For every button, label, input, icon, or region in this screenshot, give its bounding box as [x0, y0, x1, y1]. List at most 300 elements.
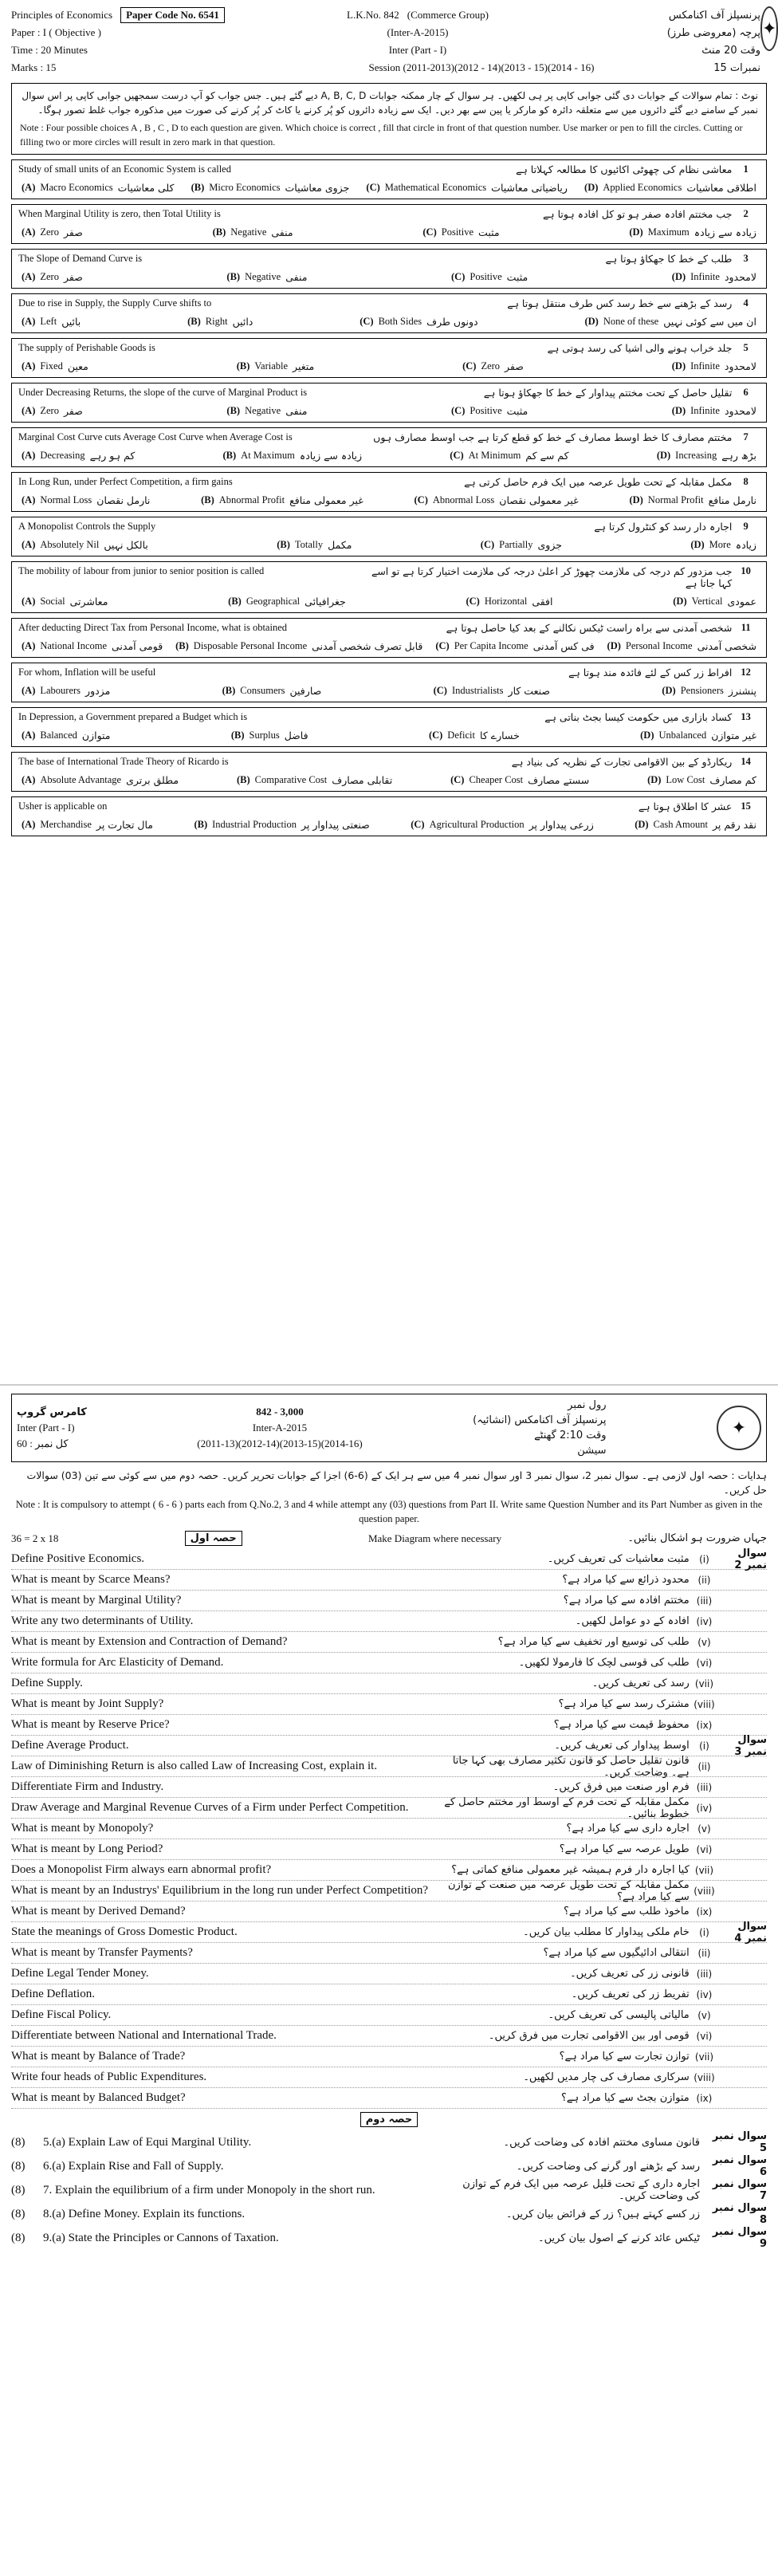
option-text-ur: شخصی آمدنی [697, 640, 756, 652]
option-item[interactable] [223, 269, 310, 285]
option-letter: (C) [451, 271, 466, 282]
question-number: 15 [741, 800, 751, 812]
option-item[interactable] [407, 817, 597, 832]
mcq-question [11, 561, 767, 613]
option-letter: (A) [22, 494, 36, 505]
part-number: (vii) [694, 1864, 714, 1876]
option-text-ur: زیادہ [735, 539, 756, 551]
option-item[interactable] [419, 225, 502, 240]
option-text-ur: نارمل منافع [708, 494, 756, 506]
short-question-row [11, 2047, 767, 2067]
option-item[interactable] [446, 448, 572, 463]
options-row [18, 817, 760, 832]
option-letter: (C) [411, 819, 425, 830]
option-letter: (D) [662, 685, 676, 696]
mcq-question [11, 249, 767, 289]
short-question-en: Define Fiscal Policy. [11, 2008, 112, 2021]
short-question-ur: توازن تجارت سے کیا مراد ہے؟ [559, 2051, 690, 2063]
options-row [18, 594, 760, 609]
option-item[interactable] [687, 537, 760, 553]
question-number: سوال نمبر 8 [712, 2202, 767, 2226]
long-question-marks: (8) [11, 2207, 26, 2220]
option-text-en: Positive [441, 226, 474, 238]
option-letter: (D) [584, 316, 599, 327]
long-question-marks: (8) [11, 2183, 26, 2196]
diagram-note: Make Diagram where necessary [367, 1532, 502, 1544]
option-item[interactable] [430, 683, 553, 698]
option-text-en: Merchandise [40, 819, 92, 830]
option-letter: (B) [236, 774, 250, 785]
short-question-row [11, 2067, 767, 2088]
short-question-row [11, 2026, 767, 2047]
short-question-ur: مشترک رسد سے کیا مراد ہے؟ [558, 1698, 690, 1710]
option-item[interactable] [670, 594, 760, 609]
option-item[interactable] [18, 403, 86, 419]
question-text-ur: تقلیل حاصل کے تحت مختتم پیداوار کے خط کا جھکاؤ ہوتا ہے [483, 387, 733, 399]
option-item[interactable] [448, 269, 531, 285]
part-number: (iii) [696, 1968, 713, 1980]
option-item[interactable] [631, 817, 760, 832]
question-text-en: The mobility of labour from junior to senior position is called [18, 565, 265, 576]
option-text-en: Infinite [690, 360, 720, 372]
option-text-en: Positive [470, 405, 502, 416]
options-row [18, 448, 760, 463]
option-text-en: Deficit [447, 730, 476, 741]
short-question-en: Define Supply. [11, 1677, 83, 1689]
option-item[interactable] [225, 594, 349, 609]
mcq-question [11, 159, 767, 199]
options-row [18, 728, 760, 743]
short-question-row [11, 1756, 767, 1777]
inter-part: Inter (Part - I) [17, 1421, 75, 1434]
ur-marks: نمبرات 15 [713, 61, 760, 74]
option-text-en: Personal Income [625, 640, 693, 651]
option-text-en: Geographical [246, 596, 301, 607]
option-item[interactable] [18, 314, 84, 329]
option-text-ur: مثبت [506, 271, 528, 283]
short-question-en: Define Positive Economics. [11, 1552, 145, 1565]
option-item[interactable] [172, 639, 426, 654]
option-letter: (A) [22, 730, 36, 741]
option-item[interactable] [18, 728, 114, 743]
options-row [18, 403, 760, 419]
diagram-note-ur: جہاں ضرورت ہو اشکال بنائیں۔ [627, 1532, 767, 1544]
option-letter: (D) [656, 450, 671, 461]
option-text-ur: کلی معاشیات [117, 182, 175, 194]
short-question-ur: طلب کی قوسی لچک کا فارمولا لکھیں۔ [518, 1657, 690, 1669]
question-number: 13 [741, 711, 751, 722]
question-text-en: Study of small units of an Economic System is called [18, 163, 231, 175]
option-text-ur: دونوں طرف [426, 316, 478, 328]
mcq-question [11, 427, 767, 467]
question-text-ur: جلد خراب ہونے والی اشیا کی رسد ہوتی ہے [547, 342, 733, 354]
option-letter: (D) [635, 819, 649, 830]
option-text-ur: مال تجارت پر [96, 819, 153, 831]
option-text-ur: لامحدود [724, 271, 756, 283]
question-text-en: After deducting Direct Tax from Personal Income, what is obtained [18, 622, 287, 633]
note-urdu: نوٹ : تمام سوالات کے جوابات دی گئی جوابی کاپی پر ہی لکھیں۔ ہر سوال کے چار ممکنہ جوابات A, B, C, D دیے گئے ہیں۔ جس جواب کو آپ درست سمجھیں جوابی کاپی پر اس سوال نمبر کے سامنے دیے گئے دائروں میں سے متعلقہ دائرہ کو مارکر یا پین سے بھر دیں۔ ایک سے زیادہ دائروں کو پُر کرنے یا کاٹ کر پُر کرنے کی صورت میں مذکورہ جواب غلط تصور ہوگا۔ [22, 90, 758, 116]
short-question-ur: مکمل مقابلہ کے تحت طویل عرصہ میں صنعت کے توازن سے کیا مراد ہے؟ [447, 1878, 690, 1903]
question-text-ur: ریکارڈو کے بین الاقوامی تجارت کے نظریہ کی بنیاد ہے [511, 756, 733, 768]
option-text-ur: اطلاقی معاشیات [686, 182, 756, 194]
short-question-row [11, 1673, 767, 1694]
option-letter: (C) [466, 596, 480, 607]
short-question-ur: انتقالی ادائیگیوں سے کیا مراد ہے؟ [543, 1947, 690, 1959]
option-letter: (D) [629, 494, 643, 505]
option-item[interactable] [18, 683, 113, 698]
question-number: 12 [741, 667, 751, 678]
option-item[interactable] [184, 314, 256, 329]
option-item[interactable] [18, 773, 182, 788]
subjective-instructions [11, 1469, 767, 1526]
short-question-ur: مختتم افادہ سے کیا مراد ہے؟ [563, 1595, 690, 1607]
option-item[interactable] [18, 594, 111, 609]
question-number: سوال نمبر 2 [734, 1547, 767, 1571]
option-text-en: Social [40, 596, 65, 607]
option-letter: (D) [690, 539, 705, 550]
part-number: (ix) [696, 2092, 713, 2104]
short-question-row [11, 1964, 767, 1984]
long-question-row [11, 2130, 767, 2154]
ur-paper: پرچہ (معروضی طرز) [666, 26, 760, 39]
question-number: 6 [743, 387, 749, 398]
option-letter: (A) [22, 360, 36, 372]
mcq-question [11, 707, 767, 747]
paper-label: Paper : I ( Objective ) [11, 26, 101, 38]
short-question-en: What is meant by Derived Demand? [11, 1905, 186, 1917]
option-text-ur: ریاضیاتی معاشیات [491, 182, 568, 194]
option-text-en: Both Sides [378, 316, 422, 327]
part-number: (i) [699, 1740, 709, 1752]
option-letter: (B) [230, 730, 245, 741]
option-text-ur: سستے مصارف [528, 774, 590, 786]
part-number: (ix) [696, 1905, 713, 1917]
part-number: (vi) [696, 1843, 713, 1855]
header-row-1 [11, 6, 760, 24]
option-item[interactable] [234, 359, 318, 374]
part-number: (ii) [697, 1760, 711, 1772]
short-question-ur: محدود ذرائع سے کیا مراد ہے؟ [562, 1574, 690, 1586]
option-letter: (A) [22, 450, 36, 461]
option-text-en: Totally [294, 539, 324, 550]
option-item[interactable] [18, 225, 86, 240]
long-question-en: 9.(a) State the Principles or Cannons of Taxation. [43, 2231, 279, 2244]
option-text-en: Cash Amount [653, 819, 708, 830]
part-number: (viii) [694, 1885, 715, 1897]
option-text-ur: متوازن [81, 730, 111, 741]
option-item[interactable] [220, 448, 366, 463]
short-question-ur: اوسط پیداوار کی تعریف کریں۔ [554, 1740, 690, 1752]
option-text-en: Positive [470, 271, 502, 282]
short-question-en: Law of Diminishing Return is also called Law of Increasing Cost, explain it. [11, 1760, 378, 1772]
option-text-ur: غیر معمولی نقصان [499, 494, 579, 506]
option-item[interactable] [448, 403, 531, 419]
option-item[interactable] [426, 728, 523, 743]
option-item[interactable] [188, 180, 353, 195]
option-item[interactable] [477, 537, 565, 553]
option-text-en: Pensioners [680, 685, 724, 696]
option-item[interactable] [658, 683, 760, 698]
option-text-ur: صفر [505, 360, 524, 372]
option-item[interactable] [18, 180, 178, 195]
option-letter: (C) [450, 450, 464, 461]
short-question-list [11, 1549, 767, 2109]
option-item[interactable] [411, 493, 582, 508]
option-item[interactable] [654, 448, 760, 463]
option-text-ur: مثبت [506, 405, 528, 417]
option-item[interactable] [432, 639, 597, 654]
option-text-ur: لامحدود [724, 360, 756, 372]
option-text-ur: بالکل نہیں [104, 539, 148, 551]
mcq-question [11, 293, 767, 333]
option-text-en: Normal Profit [647, 494, 704, 505]
question-number: سوال نمبر 3 [734, 1733, 767, 1758]
session-label: Session (2011-2013)(2012 - 14)(2013 - 15)(2014 - 16) [368, 61, 595, 73]
option-item[interactable] [669, 359, 760, 374]
option-letter: (A) [22, 271, 36, 282]
option-item[interactable] [234, 773, 395, 788]
short-question-row [11, 1819, 767, 1839]
option-text-ur: کم سے کم [525, 450, 569, 462]
part-number: (iii) [696, 1781, 713, 1793]
mcq-question [11, 752, 767, 792]
option-text-ur: تقابلی مصارف [332, 774, 393, 786]
mcq-list [11, 159, 767, 836]
option-item[interactable] [462, 594, 556, 609]
option-item[interactable] [626, 493, 760, 508]
question-text-en: In Long Run, under Perfect Competition, a firm gains [18, 476, 233, 487]
option-text-ur: معین [67, 360, 88, 372]
short-question-ur: سرکاری مصارف کی چار مدیں لکھیں۔ [523, 2071, 690, 2083]
part1-title: حصہ اول [185, 1531, 242, 1546]
option-letter: (B) [194, 819, 208, 830]
short-question-ur: متوازن بجٹ سے کیا مراد ہے؟ [561, 2092, 690, 2104]
question-number: 4 [743, 297, 749, 309]
option-item[interactable] [18, 537, 151, 553]
option-text-en: Unbalanced [658, 730, 707, 741]
question-number: سوال نمبر 9 [712, 2226, 767, 2250]
mcq-question [11, 472, 767, 512]
header-row-2 [11, 24, 760, 41]
option-text-en: Zero [40, 271, 59, 282]
option-item[interactable] [363, 180, 571, 195]
option-item[interactable] [644, 773, 760, 788]
option-item[interactable] [669, 403, 760, 419]
option-text-en: Balanced [40, 730, 77, 741]
inter-session: Inter-A-2015 [252, 1422, 308, 1434]
option-text-ur: قابل تصرف شخصی آمدنی [312, 640, 423, 652]
option-item[interactable] [198, 493, 367, 508]
option-text-ur: ان میں سے کوئی نہیں [663, 316, 756, 328]
option-text-ur: مکمل [328, 539, 352, 551]
option-text-ur: منفی [285, 405, 308, 417]
option-item[interactable] [219, 683, 325, 698]
long-question-en: 6.(a) Explain Rise and Fall of Supply. [43, 2159, 224, 2173]
option-letter: (C) [450, 774, 465, 785]
roll-number: رول نمبر [568, 1399, 607, 1411]
short-question-ur: قومی اور بین الاقوامی تجارت میں فرق کریں۔ [488, 2030, 690, 2042]
short-question-ur: محفوظ قیمت سے کیا مراد ہے؟ [553, 1719, 690, 1731]
short-question-en: What is meant by Long Period? [11, 1843, 163, 1855]
options-row [18, 359, 760, 374]
option-item[interactable] [18, 639, 166, 654]
option-text-en: Zero [40, 226, 59, 238]
option-item[interactable] [669, 269, 760, 285]
option-item[interactable] [459, 359, 527, 374]
option-item[interactable] [18, 269, 86, 285]
option-item[interactable] [210, 225, 297, 240]
option-text-ur: صنعت کار [508, 685, 550, 697]
option-letter: (B) [222, 685, 236, 696]
short-question-ur: رسد کی تعریف کریں۔ [591, 1677, 690, 1689]
option-letter: (A) [22, 182, 36, 193]
short-question-en: What is meant by Marginal Utility? [11, 1594, 182, 1607]
long-question-row [11, 2154, 767, 2178]
short-question-ur: اجارہ داری سے کیا مراد ہے؟ [566, 1823, 690, 1835]
option-letter: (B) [201, 494, 214, 505]
option-letter: (D) [629, 226, 643, 238]
mcq-question [11, 517, 767, 556]
part-number: (iv) [696, 1615, 713, 1627]
question-text-ur: جب مزدور کم درجہ کی ملازمت چھوڑ کر اعلیٰ درجہ کی ملازمت اختیار کرتا ہے تو اسے کہا جاتا ہے [371, 565, 733, 589]
options-row [18, 639, 760, 654]
option-text-en: Per Capita Income [454, 640, 528, 651]
option-item[interactable] [18, 448, 138, 463]
option-item[interactable] [447, 773, 592, 788]
option-text-en: Negative [230, 226, 267, 238]
option-letter: (A) [22, 819, 36, 830]
short-question-row [11, 1839, 767, 1860]
option-letter: (B) [175, 640, 189, 651]
option-text-ur: کم مصارف [709, 774, 756, 786]
short-question-en: Define Deflation. [11, 1988, 95, 2000]
short-question-en: Write formula for Arc Elasticity of Demand. [11, 1656, 224, 1669]
long-question-marks: (8) [11, 2135, 26, 2149]
option-item[interactable] [228, 728, 312, 743]
short-question-en: What is meant by Transfer Payments? [11, 1946, 193, 1959]
option-text-en: Vertical [691, 596, 723, 607]
option-text-en: Horizontal [484, 596, 528, 607]
option-text-en: Agricultural Production [429, 819, 525, 830]
option-text-ur: افقی [532, 596, 553, 608]
short-question-en: What is meant by Scarce Means? [11, 1573, 171, 1586]
long-question-ur: زر کسے کہتے ہیں؟ زر کے فرائض بیان کریں۔ [505, 2208, 700, 2220]
mcq-question [11, 338, 767, 378]
short-question-ur: فرم اور صنعت میں فرق کریں۔ [552, 1781, 690, 1793]
short-question-en: Write four heads of Public Expenditures. [11, 2071, 207, 2083]
option-item[interactable] [581, 314, 760, 329]
short-question-ur: خام ملکی پیداوار کا مطلب بیان کریں۔ [523, 1926, 690, 1938]
question-number: 5 [743, 342, 749, 353]
short-question-en: State the meanings of Gross Domestic Product. [11, 1925, 238, 1938]
question-number: 7 [743, 431, 749, 442]
short-question-ur: طلب کی توسیع اور تخفیف سے کیا مراد ہے؟ [497, 1636, 690, 1648]
option-letter: (C) [428, 730, 443, 741]
options-row [18, 314, 760, 329]
options-row [18, 773, 760, 788]
part-number: (viii) [694, 1698, 715, 1710]
option-item[interactable] [626, 225, 760, 240]
option-letter: (A) [22, 640, 36, 651]
option-item[interactable] [273, 537, 355, 553]
option-letter: (A) [22, 685, 36, 696]
option-text-en: Disposable Personal Income [193, 640, 308, 651]
option-letter: (C) [433, 685, 447, 696]
question-number: 11 [741, 622, 751, 633]
option-letter: (B) [277, 539, 290, 550]
option-text-ur: دائیں [232, 316, 253, 328]
short-question-ur: طویل عرصہ سے کیا مراد ہے؟ [559, 1843, 690, 1855]
option-text-ur: زیادہ سے زیادہ [299, 450, 363, 462]
subjective-header [11, 1394, 767, 1462]
question-text-ur: رسد کے بڑھنے سے خط رسد کس طرف منتقل ہوتا ہے [507, 297, 733, 309]
option-letter: (C) [414, 494, 428, 505]
short-question-ur: قانونی زر کی تعریف کریں۔ [570, 1968, 690, 1980]
short-question-row [11, 2005, 767, 2026]
short-question-en: What is meant by Reserve Price? [11, 1718, 170, 1731]
total-marks: کل نمبر : 60 [17, 1437, 69, 1449]
ur-time-2: وقت 2:10 گھنٹے [534, 1430, 607, 1441]
ur-subject-2: پرنسپلز آف اکنامکس (انشائیہ) [473, 1414, 607, 1426]
option-text-en: Infinite [690, 405, 720, 416]
option-item[interactable] [18, 359, 92, 374]
option-item[interactable] [637, 728, 760, 743]
option-text-en: Negative [245, 405, 281, 416]
question-number: 3 [743, 253, 749, 264]
option-text-ur: منفی [285, 271, 308, 283]
short-question-ur: افادہ کے دو عوامل لکھیں۔ [575, 1615, 690, 1627]
header-row-3 [11, 41, 760, 59]
question-number: 2 [743, 208, 749, 219]
option-text-ur: مزدور [85, 685, 111, 697]
short-question-row [11, 1715, 767, 1736]
short-question-en: Write any two determinants of Utility. [11, 1614, 194, 1627]
option-text-en: Infinite [690, 271, 720, 282]
option-item[interactable] [223, 403, 310, 419]
option-letter: (A) [22, 596, 36, 607]
options-row [18, 269, 760, 285]
short-question-row [11, 1591, 767, 1611]
question-text-ur: افراط زر کس کے لئے فائدہ مند ہوتا ہے [568, 667, 733, 678]
time-label: Time : 20 Minutes [11, 44, 88, 56]
option-letter: (B) [191, 182, 205, 193]
option-item[interactable] [581, 180, 760, 195]
option-item[interactable] [191, 817, 372, 832]
question-text-ur: جب مختتم افادہ صفر ہو تو کل افادہ ہوتا ہے [542, 208, 733, 220]
part-number: (v) [697, 1636, 711, 1648]
option-text-ur: بائیں [61, 316, 81, 328]
option-item[interactable] [18, 817, 156, 832]
option-item[interactable] [604, 639, 760, 654]
options-row [18, 225, 760, 240]
header-row-4 [11, 59, 760, 77]
option-item[interactable] [356, 314, 481, 329]
option-text-ur: فاضل [284, 730, 308, 741]
part-number: (viii) [694, 2071, 715, 2083]
option-text-ur: پنشنرز [728, 685, 756, 697]
option-text-ur: مطلق برتری [126, 774, 179, 786]
short-question-row [11, 1984, 767, 2005]
long-question-row [11, 2178, 767, 2202]
option-text-en: Low Cost [666, 774, 705, 785]
short-question-ur: مثبت معاشیات کی تعریف کریں۔ [547, 1553, 690, 1565]
short-question-ur: مالیاتی پالیسی کی تعریف کریں۔ [548, 2009, 690, 2021]
part-number: (i) [699, 1553, 709, 1565]
option-item[interactable] [18, 493, 153, 508]
question-text-en: Marginal Cost Curve cuts Average Cost Curve when Average Cost is [18, 431, 293, 442]
part-number: (vi) [696, 2030, 713, 2042]
short-question-ur: مکمل مقابلہ کے تحت فرم کے اوسط اور مختتم حاصل کے خطوط بنائیں۔ [444, 1795, 690, 1820]
